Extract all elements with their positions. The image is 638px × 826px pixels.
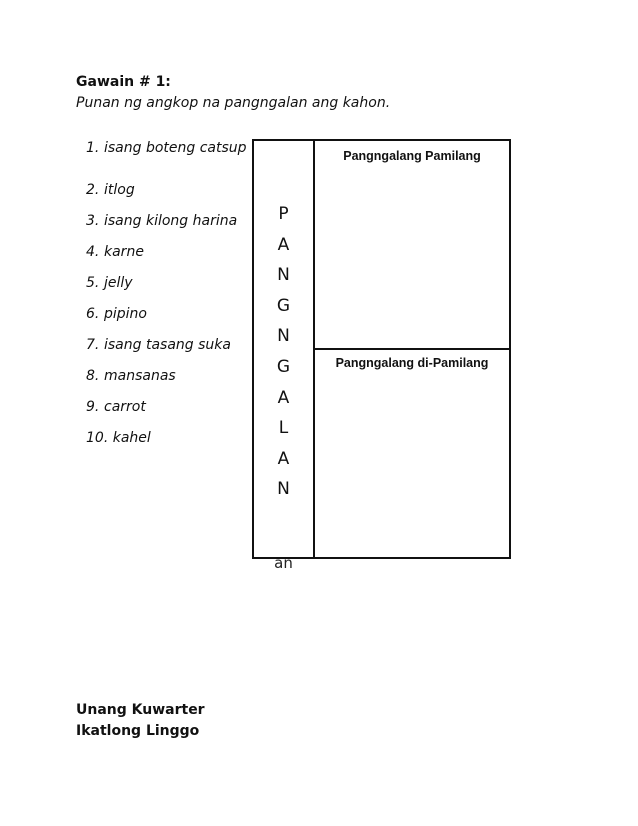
vertical-letter: G [276,295,291,316]
list-item-number: 8. [86,368,100,384]
vertical-letter: G [276,356,291,377]
list-item-number: 9. [86,399,100,415]
list-item-number: 7. [86,337,100,353]
vertical-letter: A [277,387,290,408]
vertical-letter: N [277,326,290,347]
list-item-text: jelly [104,275,133,291]
vertical-letter: A [277,448,290,469]
list-item-number: 10. [86,430,109,446]
vertical-letter: N [277,265,290,286]
list-item [86,140,251,182]
list-item [86,337,251,368]
box-divider [315,348,509,350]
vertical-word-overflow: an [274,554,293,572]
worksheet-title: Gawain # 1: [76,74,171,90]
list-item [86,213,251,244]
classification-box [313,139,511,559]
vertical-letter: N [277,479,290,500]
list-item-text: isang kilong harina [104,213,238,229]
list-item-text: carrot [104,399,146,415]
week-label: Ikatlong Linggo [76,723,200,739]
quarter-label: Unang Kuwarter [76,702,205,718]
vertical-letter: A [277,234,290,255]
uncountable-noun-header: Pangngalang di-Pamilang [335,356,489,370]
list-item-number: 2. [86,182,100,198]
list-item [86,430,251,461]
list-item-text: karne [104,244,144,260]
list-item-number: 3. [86,213,100,229]
list-item-text: kahel [108,430,151,446]
countable-noun-header: Pangngalang Pamilang [343,149,481,163]
list-item-number: 5. [86,275,100,291]
list-item [86,306,251,337]
list-item-text: mansanas [104,368,176,384]
list-item [86,275,251,306]
list-item-number: 1. [86,140,100,156]
list-item [86,368,251,399]
list-item-text: pipino [104,306,147,322]
vertical-letter: P [278,204,289,224]
noun-list [86,140,251,461]
list-item [86,244,251,275]
vertical-word-box [252,139,315,559]
list-item-number: 4. [86,244,100,260]
list-item-text: itlog [104,182,135,198]
worksheet-instruction: Punan ng angkop na pangngalan ang kahon. [76,95,391,111]
list-item-text: isang tasang suka [104,337,231,353]
vertical-letter: L [278,418,289,439]
list-item-text: isang boteng catsup [104,140,247,156]
list-item [86,182,251,213]
list-item [86,399,251,430]
vertical-word [254,199,313,505]
list-item-number: 6. [86,306,100,322]
